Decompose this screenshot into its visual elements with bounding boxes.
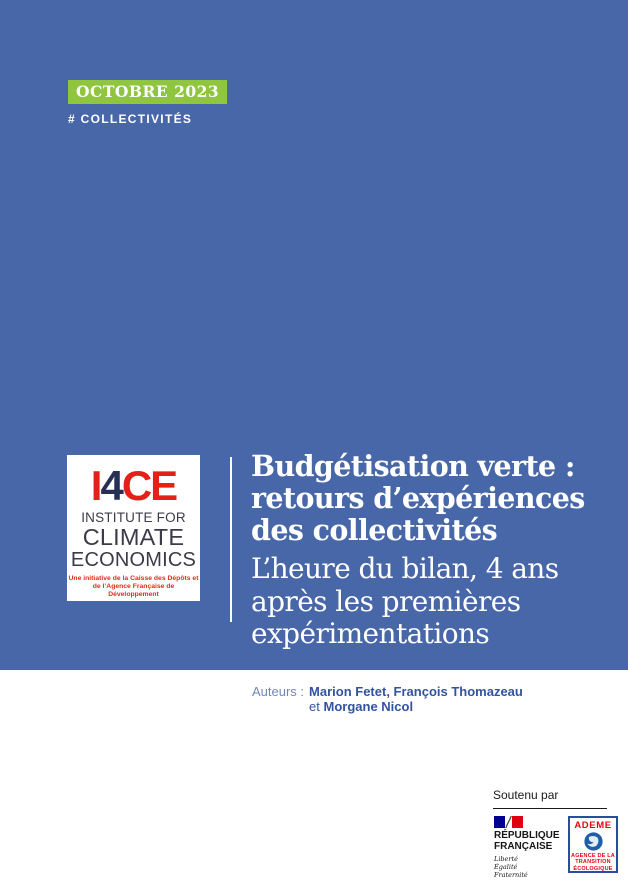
authors-name-morgane: Morgane Nicol [323,698,414,714]
rf-name-line1: RÉPUBLIQUE [494,830,560,841]
i4ce-tagline [67,575,200,599]
title-block [251,450,623,651]
authors-names-line1: Marion Fetet, François Thomazeau [309,684,523,699]
support-section-header [493,786,607,809]
ademe-name: ADEME [574,820,612,831]
globe-icon [584,832,603,851]
i4ce-institute-for: INSTITUTE FOR [81,510,186,525]
republique-francaise-name [494,830,560,852]
i4ce-letter-i: I [90,462,101,509]
date-badge: OCTOBRE 2023 [68,80,227,104]
ademe-sub-line3: ÉCOLOGIQUE [573,865,613,872]
flag-white-band [505,816,512,828]
authors-et: et [309,698,320,714]
i4ce-economics: ECONOMICS [70,549,197,571]
authors-names [309,685,523,714]
i4ce-tagline-line1: Une initiative de la Caisse des Dépôts et [68,575,199,582]
i4ce-logo [67,455,200,601]
authors-label: Auteurs : [252,684,305,699]
vertical-divider [230,457,232,622]
republique-francaise-logo [494,816,560,879]
ademe-logo [568,816,618,873]
support-label: Soutenu par [493,788,559,802]
flag-blue-band [494,816,505,828]
page-subtitle [251,553,623,651]
authors-names-line2 [309,700,523,715]
page-title-line1: Budgétisation verte : [251,449,575,483]
ademe-sub-line1: AGENCE DE LA [571,853,615,859]
i4ce-logo-acronym [67,464,200,508]
page-title-line2: retours d’expériences [251,481,585,515]
rf-motto-egalite: Égalité [494,862,518,871]
i4ce-tagline-line2: de l’Agence Française de Développement [92,583,175,598]
ademe-subtitle [571,853,615,872]
i4ce-letters-ce: CE [121,462,177,509]
i4ce-digit-4: 4 [100,462,122,509]
french-flag-icon [494,816,523,828]
hashtag-label: # COLLECTIVITÉS [68,112,193,126]
rf-motto-liberte: Liberté [494,855,518,863]
page-subtitle-line2: après les premières [251,584,521,618]
authors-line [252,685,523,714]
page-subtitle-line3: expérimentations [251,617,490,650]
support-logos [494,816,618,879]
ademe-sub-line2: TRANSITION [575,859,611,866]
flag-red-band [512,816,523,828]
page-title-line3: des collectivités [251,513,498,547]
rf-motto-fraternite: Fraternité [494,870,528,879]
page-subtitle-line1: L’heure du bilan, 4 ans [251,552,559,585]
i4ce-climate: CLIMATE [82,524,185,550]
rf-motto [494,856,557,879]
rf-name-line2: FRANÇAISE [494,840,553,852]
